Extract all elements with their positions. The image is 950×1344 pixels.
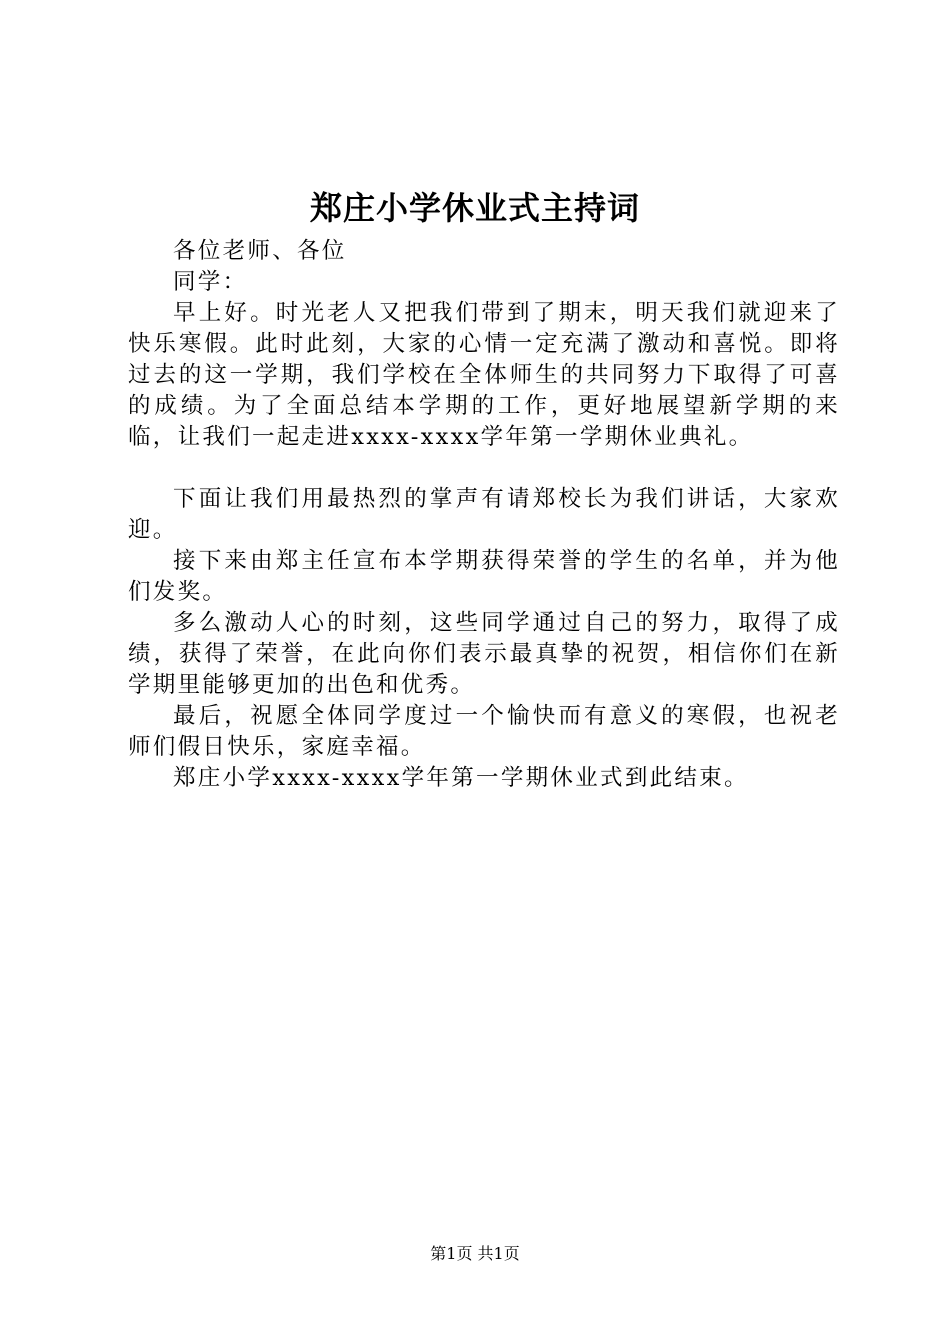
paragraph-greeting-2: 同学： (173, 269, 248, 295)
paragraph-congratulations: 多么激动人心的时刻，这些同学通过自己的努力，取得了成绩，获得了荣誉，在此向你们表示最真挚的祝贺，相信你们在新学期里能够更加的出色和优秀。 (128, 610, 840, 698)
paragraph-wishes: 最后，祝愿全体同学度过一个愉快而有意义的寒假，也祝老师们假日快乐，家庭幸福。 (128, 703, 840, 760)
paragraph-principal-speech: 下面让我们用最热烈的掌声有请郑校长为我们讲话，大家欢迎。 (128, 486, 840, 543)
paragraph-greeting-1: 各位老师、各位 (173, 238, 347, 264)
paragraph-opening: 早上好。时光老人又把我们带到了期末，明天我们就迎来了快乐寒假。此时此刻，大家的心情一定充满了激动和喜悦。即将过去的这一学期，我们学校在全体师生的共同努力下取得了可喜的成绩。为了全面总结本学期的工作，更好地展望新学期的来临，让我们一起走进xxxx-xxxx学年第一学期休业典礼。 (128, 300, 840, 450)
page-number: 第1页 共1页 (430, 1244, 520, 1263)
paragraph-awards: 接下来由郑主任宣布本学期获得荣誉的学生的名单，并为他们发奖。 (128, 548, 840, 605)
document-title: 郑庄小学休业式主持词 (309, 189, 640, 227)
paragraph-closing: 郑庄小学xxxx-xxxx学年第一学期休业式到此结束。 (173, 765, 749, 791)
document-body (128, 236, 840, 794)
